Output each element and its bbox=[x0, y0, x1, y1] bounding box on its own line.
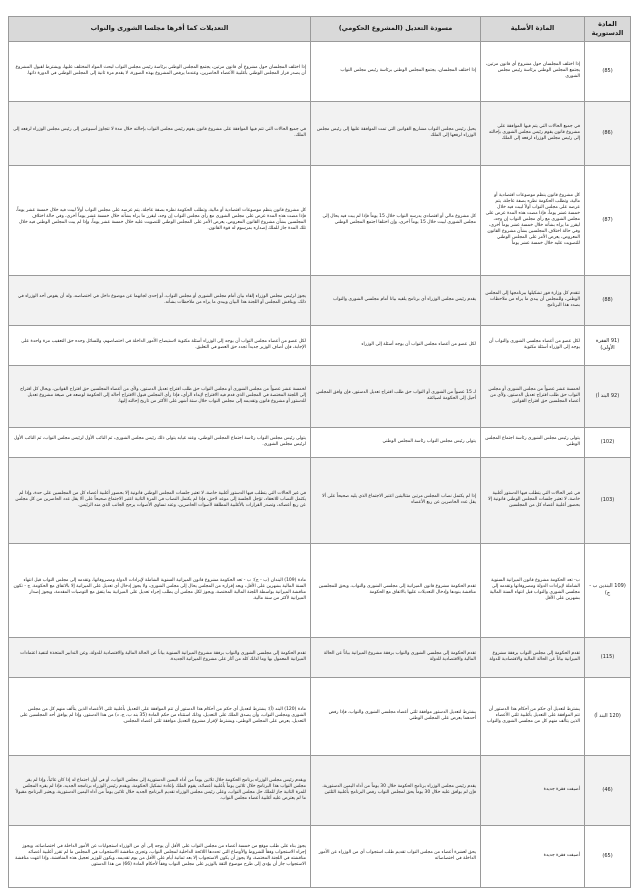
cell-government: يحيل رئيس مجلس النواب مشاريع القوانين التي تمت الموافقة عليها إلى رئيس مجلس الوزراء لرفعها إلى الملك bbox=[311, 101, 481, 165]
table-row bbox=[9, 365, 631, 427]
cell-article: (88) bbox=[585, 275, 631, 325]
cell-government: يقدم رئيس مجلس الوزراء برنامج الحكومة خلال 30 يوماً من أداء اليمين الدستورية، فإن لم يوافق عليه خلال 30 يوماً يحق لمجلس النواب رفض البرنامج بأغلبية الثلثين bbox=[311, 755, 481, 825]
table-row bbox=[9, 325, 631, 365]
constitutional-amendments-table bbox=[8, 16, 631, 888]
cell-article: (120 البند أ) bbox=[585, 677, 631, 755]
cell-adopted: يجوز لرئيس مجلس الوزراء إلقاء بيان أمام مجلس الشورى أو مجلس النواب، أو إحدى لجانهما عن موضوع داخل في اختصاصه، وله أن يفوض أحد الوزراء في ذلك، ويناقش المجلس أو اللجنة هذا البيان ويبدي ما يراه من ملاحظات بشأنه. bbox=[9, 275, 311, 325]
cell-original: تقدم الحكومة إلى مجلس النواب برفقة مشروع الميزانية بياناً عن الحالة المالية والاقتصادية للدولة bbox=[481, 637, 585, 677]
cell-original: لخمسة عشر عضواً من مجلس الشورى أو مجلس النواب حق طلب اقتراح تعديل الدستور، ولأي من أعضاء المجلسين حق اقتراح القوانين bbox=[481, 365, 585, 427]
cell-original: كل مشروع قانون ينظم موضوعات اقتصادية أو مالية، وتطلب الحكومة نظره بصفة عاجلة، يتم عرضه على مجلس النواب أولاً ليبت فيه خلال خمسة عشر يوماً، فإذا مضت هذه المدة عرض على مجلس الشورى مع رأي مجلس النواب إن وجد، ليقرر ما يراه بشأنه خلال خمسة عشر يوماً أخرى، وفي حالة اختلاف المجلسين بشأن مشروع القانون المعروض، يعرض الأمر على المجلس الوطني للتصويت عليه خلال خمسة عشر يوماً bbox=[481, 165, 585, 275]
cell-article: (46) bbox=[585, 755, 631, 825]
cell-adopted: إذا اختلف المجلسان حول مشروع أي قانون مرتين، يجتمع المجلس الوطني برئاسة رئيس مجلس النواب لبحث المواد المختلف عليها، ويشترط لقبول المشروع أن يصدر قرار المجلس الوطني بأغلبية الأعضاء الحاضرين، وعندما يرفض المشروع بهذه الصورة، لا يقدم مرة ثانية إلى المجلس الوطني في الدورة ذاتها. bbox=[9, 41, 311, 101]
cell-original: ب- تعد الحكومة مشروع قانون الميزانية السنوية الشاملة لإيرادات الدولة ومصروفاتها وتقدمه إلى مجلسي الشورى والنواب قبل انتهاء السنة المالية بشهرين على الأقل bbox=[481, 543, 585, 637]
header-article: المادة الدستورية bbox=[585, 17, 631, 42]
cell-article: (92 البند أ) bbox=[585, 365, 631, 427]
cell-adopted: في جميع الحالات التي تتم فيها الموافقة على مشروع قانون يقوم رئيس مجلس النواب بإحالته خلال مدة لا تتجاوز أسبوعين إلى رئيس مجلس الوزراء لرفعه إلى الملك. bbox=[9, 101, 311, 165]
cell-adopted: مادة (120) البند (أ): يشترط لتعديل أي حكم من أحكام هذا الدستور أن تتم الموافقة على التعديل بأغلبية ثلثي الأعضاء الذين يتألف منهم كل من مجلس الشورى ومجلس النواب، وأن يصدق الملك على التعديل، وذلك استثناء من حكم المادة (35 بند ب، ج، د) من هذا الدستور، وإذا لم يوافق أحد المجلسين على التعديل، يعرض على المجلس الوطني، ويشترط لإقرار مشروع التعديل موافقة ثلثي أعضاء المجلس. bbox=[9, 677, 311, 755]
cell-original: يتولى رئيس مجلس الشورى رئاسة اجتماع المجلس الوطني bbox=[481, 427, 585, 457]
cell-original: أضيفت فقرة جديدة bbox=[481, 825, 585, 887]
cell-article: (115) bbox=[585, 637, 631, 677]
cell-original: في غير الحالات التي يتطلب فيها الدستور أغلبية خاصة، لا تعتبر جلسات المجلس الوطني قانونية إلا بحضور أغلبية أعضاء كل من المجلسين bbox=[481, 457, 585, 543]
table-row bbox=[9, 101, 631, 165]
cell-adopted: ويقدم رئيس مجلس الوزراء برنامج الحكومة خلال ثلاثين يوماً من أداء اليمين الدستورية إلى مجلس النواب، أو في أول اجتماع له إذا كان غائباً، وإذا لم يقر مجلس النواب هذا البرنامج خلال ثلاثين يوماً بأغلبية أعضائه، يقوم الملك بإعادة تشكيل الحكومة، ويقدم رئيس الوزراء برنامجه الجديد، فإذا لم يقره المجلس للمرة الثانية جاز للملك حل مجلس النواب، وعلى رئيس مجلس الوزراء تقديم البرنامج الجديد خلال ثلاثين يوماً من أداء اليمين الدستورية، ويعتبر البرنامج مقبولاً ما لم يعترض عليه أغلبية أعضاء مجلس النواب. bbox=[9, 755, 311, 825]
cell-article: (103) bbox=[585, 457, 631, 543]
header-adopted-amendments: التعديلات كما أقرها مجلسا الشورى والنواب bbox=[9, 17, 311, 42]
cell-government: تقدم الحكومة إلى مجلسي الشورى والنواب برفقة مشروع الميزانية بياناً عن الحالة المالية والاقتصادية للدولة bbox=[311, 637, 481, 677]
cell-original: تتقدم كل وزارة فور تشكيلها ببرنامجها إلى المجلس الوطني، وللمجلس أن يبدي ما يراه من ملاحظات بصدد هذا البرنامج bbox=[481, 275, 585, 325]
cell-article: (86) bbox=[585, 101, 631, 165]
table-row bbox=[9, 755, 631, 825]
header-government-draft: مسودة التعديل (المشروع الحكومي) bbox=[311, 17, 481, 42]
cell-original: في جميع الحالات التي يتم فيها الموافقة على مشروع قانون يقوم رئيس مجلس الشورى بإحالته إلى رئيس مجلس الوزراء لرفعه إلى الملك bbox=[481, 101, 585, 165]
table-row bbox=[9, 637, 631, 677]
cell-government: لـ 15 عضواً من الشورى أو النواب حق طلب اقتراح تعديل الدستور، فإن وافق المجلس أحيل إلى الحكومة لصياغته bbox=[311, 365, 481, 427]
header-original: المادة الأصلية bbox=[481, 17, 585, 42]
cell-adopted: كل مشروع قانون ينظم موضوعات اقتصادية أو مالية، وتطلب الحكومة نظره بصفة عاجلة، يتم عرضه على مجلس النواب أولاً ليبت فيه خلال خمسة عشر يوماً، فإذا مضت هذه المدة عرض على مجلس الشورى مع رأي مجلس النواب إن وجد، ليقرر ما يراه بشأنه خلال خمسة عشر يوماً أخرى، وفي حالة اختلاف المجلسين بشأن مشروع القانون المعروض، يعرض الأمر على المجلس الوطني للتصويت عليه خلال خمسة عشر يوماً، وإذا لم يبت المجلس الوطني فيه خلال تلك المدة جاز للملك إصداره بمرسوم له قوة القانون. bbox=[9, 165, 311, 275]
cell-original: أضيفت فقرة جديدة bbox=[481, 755, 585, 825]
table-body bbox=[9, 41, 631, 887]
cell-adopted: يتولى رئيس مجلس النواب رئاسة اجتماع المجلس الوطني، وعند غيابه يتولى ذلك رئيس مجلس الشورى، ثم النائب الأول لرئيس مجلس النواب، ثم النائب الأول لرئيس مجلس الشورى. bbox=[9, 427, 311, 457]
cell-adopted: تقدم الحكومة إلى مجلسي الشورى والنواب برفقة مشروع الميزانية السنوية بياناً عن الحالة المالية والاقتصادية للدولة، وعن التدابير المتخذة لتنفيذ اعتمادات الميزانية المعمول بها وما لذلك كله من آثار على مشروع الميزانية الجديدة. bbox=[9, 637, 311, 677]
table-row bbox=[9, 543, 631, 637]
cell-adopted: مادة (109) البندان (ب - ج): ب - تعد الحكومة مشروع قانون الميزانية السنوية الشاملة لإيرادات الدولة ومصروفاتها، وتقدمه إلى مجلس النواب قبل انتهاء السنة المالية بشهرين على الأقل، وبعد إقراره من المجلس يحال إلى مجلس الشورى، ولا يجوز إدخال أي تعديل على الميزانية إلا بالاتفاق مع الحكومة. ج - تكون مناقشة الميزانية بواسطة اللجنة المالية المختصة، ويجوز لكل مجلس أن يطلب إجراء تعديل على الميزانية بما يتفق مع التوصيات المقدمة، ويجوز إصدار الميزانية لأكثر من سنة مالية. bbox=[9, 543, 311, 637]
cell-government: يتولى رئيس مجلس النواب رئاسة المجلس الوطني bbox=[311, 427, 481, 457]
table-row bbox=[9, 427, 631, 457]
cell-government: كل مشروع مالي أو اقتصادي يدرسه النواب خلال 15 يوماً فإذا لم يبت فيه يحال إلى مجلس الشورى ليبت خلال 15 يوماً أخرى، وإن اختلفا اجتمع المجلس الوطني bbox=[311, 165, 481, 275]
cell-article: (85) bbox=[585, 41, 631, 101]
document-page bbox=[9, 16, 631, 888]
cell-government: لكل عضو من أعضاء مجلس النواب أن يوجه أسئلة إلى الوزراء bbox=[311, 325, 481, 365]
cell-adopted: في غير الحالات التي يتطلب فيها الدستور أغلبية خاصة، لا تعتبر جلسات المجلس الوطني قانونية إلا بحضور أغلبية أعضاء كل من المجلسين على حدة، وإذا لم يكتمل النصاب للانعقاد، تؤجل الجلسة إلى موعد لاحق، فإذا لم يكتمل النصاب في المرة الثانية اعتبر الاجتماع صحيحاً على ألا يقل عدد الحاضرين من كل مجلس عن ربع أعضائه، وتصدر القرارات بالأغلبية المطلقة لأصوات الحاضرين، وعند تساوي الأصوات يرجح الجانب الذي منه الرئيس. bbox=[9, 457, 311, 543]
cell-original: لكل عضو من أعضاء مجلسي الشورى والنواب أن يوجه إلى الوزراء أسئلة مكتوبة bbox=[481, 325, 585, 365]
cell-article: (109 البندين ب - ج) bbox=[585, 543, 631, 637]
table-header-row bbox=[9, 17, 631, 42]
cell-original: إذا اختلف المجلسان حول مشروع أي قانون مرتين، يجتمع المجلس الوطني برئاسة رئيس مجلس الشورى bbox=[481, 41, 585, 101]
cell-original: يشترط لتعديل أي حكم من أحكام هذا الدستور أن تتم الموافقة على التعديل بأغلبية ثلثي الأعضاء الذين يتألف منهم كل من مجلسي الشورى والنواب bbox=[481, 677, 585, 755]
cell-article: (102) bbox=[585, 427, 631, 457]
cell-adopted: لخمسة عشر عضواً من مجلس الشورى أو مجلس النواب حق طلب اقتراح تعديل الدستور، ولأي من أعضاء المجلسين حق اقتراح القوانين، ويحال كل اقتراح إلى اللجنة المختصة في المجلس الذي قدم فيه الاقتراح لإبداء الرأي، فإذا رأى المجلس قبول الاقتراح أحاله إلى الحكومة لوضعه في صيغة مشروع تعديل للدستور أو مشروع قانون وتقديمه إلى مجلس النواب خلال ستة أشهر على الأكثر من تاريخ إحالته إليها. bbox=[9, 365, 311, 427]
table-row bbox=[9, 275, 631, 325]
cell-government: إذا اختلف المجلسان، يجتمع المجلس الوطني برئاسة رئيس مجلس النواب bbox=[311, 41, 481, 101]
table-row bbox=[9, 165, 631, 275]
cell-adopted: لكل عضو من أعضاء مجلس النواب أن يوجه إلى الوزراء أسئلة مكتوبة لاستيضاح الأمور الداخلة في اختصاصهم، وللسائل وحده حق التعقيب مرة واحدة على الإجابة، فإن أضاف الوزير جديداً تجدد حق العضو في التعليق. bbox=[9, 325, 311, 365]
table-row bbox=[9, 41, 631, 101]
cell-article: (65) bbox=[585, 825, 631, 887]
cell-adopted: يجوز بناء على طلب موقع من خمسة أعضاء من مجلس النواب على الأقل أن يوجه إلى أي من الوزراء استجوابات عن الأمور الداخلة في اختصاصاته، ويجوز إجراء الاستجواب وفقاً للشروط والأوضاع التي تحددها اللائحة الداخلية لمجلس النواب، وتجري مناقشة الاستجواب في المجلس ما لم تقرر أغلبية أعضائه مناقشته في اللجنة المختصة، ولا يجوز أن يكون الاستجواب إلا بعد ثمانية أيام على الأقل من يوم تقديمه، ويكون للوزير تعجيل هذه المناقشة، وإذا انتهت مناقشة الاستجواب جاز أن يؤدي إلى طرح موضوع الثقة بالوزير على مجلس النواب وفقاً لأحكام المادة (66) من هذا الدستور. bbox=[9, 825, 311, 887]
cell-article: (87) bbox=[585, 165, 631, 275]
cell-government: تقدم الحكومة مشروع قانون الميزانية إلى مجلسي الشورى والنواب، ويحق للمجلسين مناقشة بنودها وإدخال التعديلات عليها بالاتفاق مع الحكومة bbox=[311, 543, 481, 637]
cell-article: (91 الفقرة الأولى) bbox=[585, 325, 631, 365]
cell-government: يحق لعشرة أعضاء من مجلس النواب تقديم طلب استجواب أي من الوزراء عن الأمور الداخلة في اختصاصاته bbox=[311, 825, 481, 887]
table-row bbox=[9, 457, 631, 543]
table-row bbox=[9, 825, 631, 887]
cell-government: يقدم رئيس مجلس الوزراء أي برنامج يلقيه بيانا أمام مجلسي الشورى والنواب bbox=[311, 275, 481, 325]
cell-government: إذا لم يكتمل نصاب المجلس مرتين متتاليتين اعتبر الاجتماع الذي يليه صحيحاً على ألا يقل عدد الحاضرين عن ربع الأعضاء bbox=[311, 457, 481, 543]
table-row bbox=[9, 677, 631, 755]
cell-government: يشترط لتعديل الدستور موافقة ثلثي أعضاء مجلسي الشورى والنواب، فإذا رفض أحدهما يعرض على المجلس الوطني bbox=[311, 677, 481, 755]
